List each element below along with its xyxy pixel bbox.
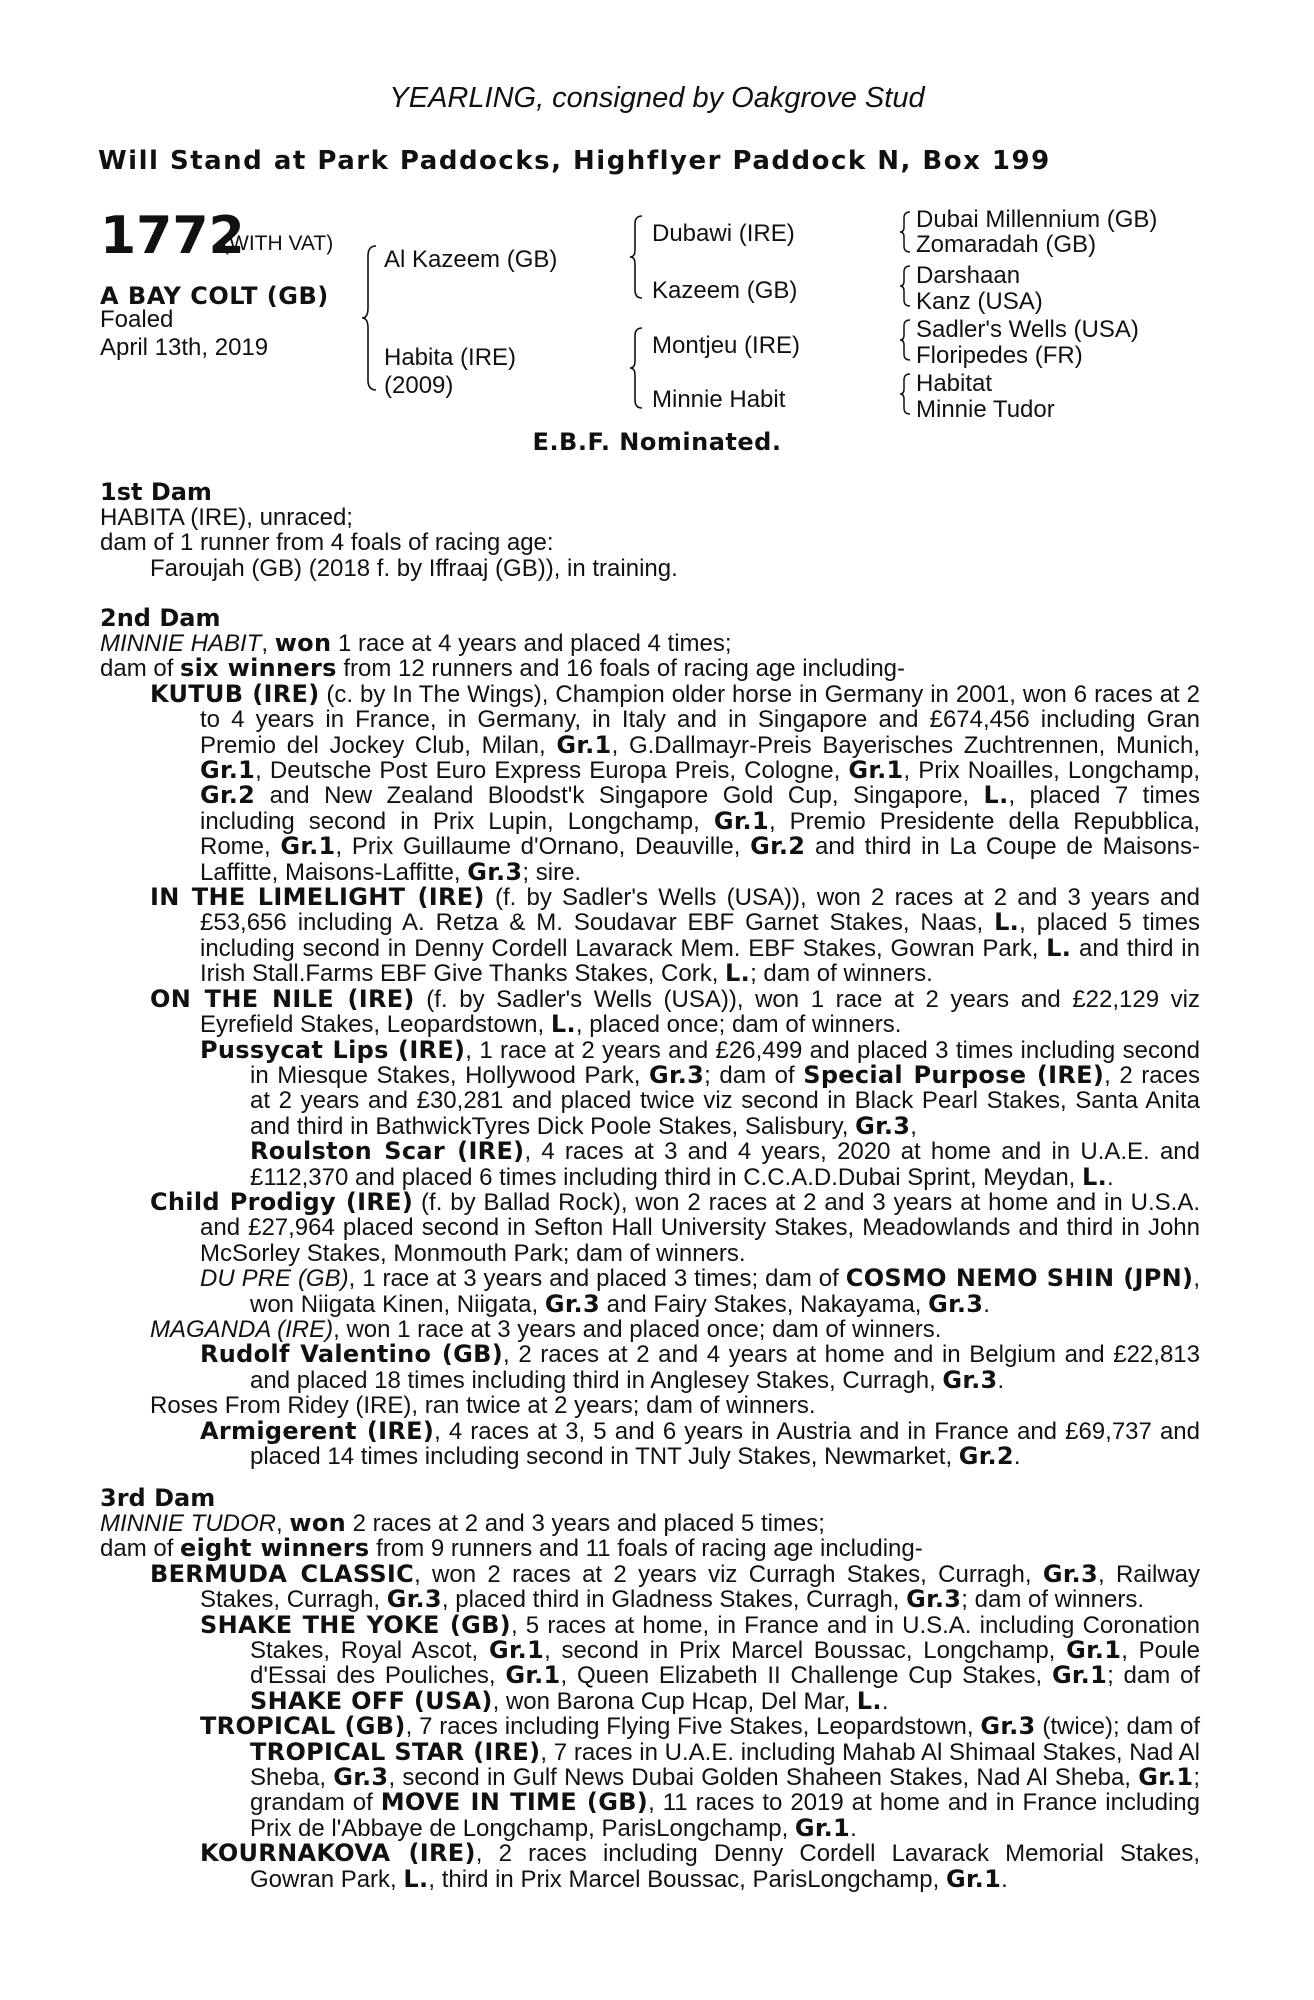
produce-child-prodigy: Child Prodigy (IRE) (f. by Ballad Rock), won 2 races at 2 and 3 years at home and in U.S.A. and £27,964 placed second in Sefton Hall University Stakes, Meadowlands and third in John McSorley Stakes, Monmouth Park; dam of winners.	[150, 1187, 1200, 1267]
second-dam-intro: MINNIE HABIT, won 1 race at 4 years and placed 4 times;	[100, 629, 732, 657]
produce-du-pre: DU PRE (GB), 1 race at 3 years and placed 3 times; dam of COSMO NEMO SHIN (JPN), won Niigata Kinen, Niigata, Gr.3 and Fairy Stakes, Nakayama, Gr.3.	[200, 1264, 1200, 1318]
third-dam-heading: 3rd Dam	[100, 1484, 216, 1512]
dam-name: Habita (IRE)	[384, 344, 517, 371]
third-dam-produce-summary: dam of eight winners from 9 runners and 11 foals of racing age including-	[100, 1534, 923, 1563]
consignment-title: YEARLING, consigned by Oakgrove Stud	[389, 82, 925, 114]
second-dam-section	[100, 631, 1200, 1469]
lot-number: 1772	[100, 206, 245, 266]
second-dam-minnie-habit: Minnie Habit	[652, 386, 786, 413]
first-dam-section	[100, 505, 1200, 581]
stand-location: Will Stand at Park Paddocks, Highflyer Paddock N, Box 199	[98, 146, 1051, 176]
gen3-floripedes: Floripedes (FR)	[916, 342, 1083, 369]
sire-dam-brace	[360, 244, 380, 392]
vat-note: (WITH VAT)	[222, 232, 334, 255]
dam-line-brace	[628, 326, 646, 410]
gen3-darshaan: Darshaan	[916, 262, 1021, 289]
gen3-minnie-tudor: Minnie Tudor	[916, 396, 1055, 423]
produce-on-the-nile: ON THE NILE (IRE) (f. by Sadler's Wells (USA)), won 1 race at 2 years and £22,129 viz Eyrefield Stakes, Leopardstown, L., placed once; dam of winners.	[150, 984, 1201, 1039]
produce-pussycat-lips: Pussycat Lips (IRE), 1 race at 2 years and £26,499 and placed 3 times including second in Miesque Stakes, Hollywood Park, Gr.3; dam of Special Purpose (IRE), 2 races at 2 years and £30,281 and placed twice viz second in Black Pearl Stakes, Santa Anita and third in BathwickTyres Dick Poole Stakes, Salisbury, Gr.3, Roulston Scar (IRE), 4 races at 3 and 4 years, 2020 at home and in U.A.E. and £112,370 and placed 6 times including third in C.C.A.D.Dubai Sprint, Meydan, L..	[200, 1035, 1200, 1191]
ebf-nominated: E.B.F. Nominated.	[532, 428, 782, 456]
gen3-kanz: Kanz (USA)	[916, 288, 1043, 315]
produce-kournakova: KOURNAKOVA (IRE), 2 races including Denny Cordell Lavarack Memorial Stakes, Gowran Park, L., third in Prix Marcel Boussac, ParisLongchamp, Gr.1.	[200, 1839, 1201, 1893]
produce-tropical: TROPICAL (GB), 7 races including Flying Five Stakes, Leopardstown, Gr.3 (twice); dam of TROPICAL STAR (IRE), 7 races in U.A.E. including Mahab Al Shimaal Stakes, Nad Al Sheba, Gr.3, second in Gulf News Dubai Golden Shaheen Stakes, Nad Al Sheba, Gr.1; grandam of MOVE IN TIME (GB), 11 races to 2019 at home and in France including Prix de l'Abbaye de Longchamp, ParisLongchamp, Gr.1.	[200, 1712, 1201, 1842]
sire-name: Al Kazeem (GB)	[384, 246, 558, 273]
gen3-habitat: Habitat	[916, 370, 993, 397]
gen3-dubai-millennium: Dubai Millennium (GB)	[916, 206, 1158, 233]
first-dam-line: dam of 1 runner from 4 foals of racing age:	[100, 529, 554, 557]
produce-armigerent: Armigerent (IRE), 4 races at 3, 5 and 6 years in Austria and in France and £69,737 and placed 14 times including second in TNT July Stakes, Newmarket, Gr.2.	[200, 1416, 1200, 1470]
first-dam-line: HABITA (IRE), unraced;	[100, 504, 353, 531]
first-dam-produce: Faroujah (GB) (2018 f. by Iffraaj (GB)), in training.	[150, 554, 678, 582]
produce-shake-the-yoke: SHAKE THE YOKE (GB), 5 races at home, in France and in U.S.A. including Coronation Stakes, Royal Ascot, Gr.1, second in Prix Marcel Boussac, Longchamp, Gr.1, Poule d'Essai des Pouliches, Gr.1, Queen Elizabeth II Challenge Cup Stakes, Gr.1; dam of SHAKE OFF (USA), won Barona Cup Hcap, Del Mar, L..	[200, 1610, 1201, 1715]
produce-kutub: KUTUB (IRE) (c. by In The Wings), Champion older horse in Germany in 2001, won 6 races at 2 to 4 years in France, in Germany, in Italy and in Singapore and £674,456 including Gran Premio del Jockey Club, Milan, Gr.1, G.Dallmayr-Preis Bayerisches Zuchtrennen, Munich, Gr.1, Deutsche Post Euro Express Europa Preis, Cologne, Gr.1, Prix Noailles, Longchamp, Gr.2 and New Zealand Bloodst'k Singapore Gold Cup, Singapore, L., placed 7 times including second in Prix Lupin, Longchamp, Gr.1, Premio Presidente della Repubblica, Rome, Gr.1, Prix Guillaume d'Ornano, Deauville, Gr.2 and third in La Coupe de Maisons-Laffitte, Maisons-Laffitte, Gr.3; sire.	[150, 679, 1201, 886]
second-dam-produce-summary: dam of six winners from 12 runners and 16 foals of racing age including-	[100, 654, 906, 683]
produce-rudolf-valentino: Rudolf Valentino (GB), 2 races at 2 and 4 years at home and in Belgium and £22,813 and placed 18 times including third in Anglesey Stakes, Curragh, Gr.3.	[200, 1340, 1200, 1394]
montjeu-brace	[898, 318, 914, 362]
produce-bermuda-classic: BERMUDA CLASSIC, won 2 races at 2 years viz Curragh Stakes, Curragh, Gr.3, Railway Stakes, Curragh, Gr.3, placed third in Gladness Stakes, Curragh, Gr.3; dam of winners.	[150, 1559, 1200, 1614]
minnie-habit-brace	[898, 372, 914, 416]
kazeem-brace	[898, 264, 914, 308]
produce-maganda: MAGANDA (IRE), won 1 race at 3 years and placed once; dam of winners.	[150, 1315, 942, 1343]
produce-in-the-limelight: IN THE LIMELIGHT (IRE) (f. by Sadler's Wells (USA)), won 2 races at 2 and 3 years and £53,656 including A. Retza & M. Soudavar EBF Garnet Stakes, Naas, L., placed 5 times including second in Denny Cordell Lavarack Mem. EBF Stakes, Gowran Park, L. and third in Irish Stall.Farms EBF Give Thanks Stakes, Cork, L.; dam of winners.	[150, 883, 1200, 988]
dam-foaled-year: (2009)	[384, 372, 454, 399]
dubawi-brace	[898, 210, 914, 254]
second-dam-heading: 2nd Dam	[100, 604, 221, 632]
third-dam-intro: MINNIE TUDOR, won 2 races at 2 and 3 years and placed 5 times;	[100, 1509, 825, 1537]
sire-line-brace	[628, 214, 646, 300]
foaled-label: Foaled	[100, 306, 174, 333]
gen3-sadlers-wells: Sadler's Wells (USA)	[916, 316, 1139, 343]
foaled-date: April 13th, 2019	[100, 334, 269, 361]
third-dam-section	[100, 1511, 1200, 1892]
grandsire-dubawi: Dubawi (IRE)	[652, 220, 795, 247]
first-dam-heading: 1st Dam	[100, 478, 212, 506]
horse-name: A BAY COLT (GB)	[100, 282, 329, 310]
produce-roses-from-ridey: Roses From Ridey (IRE), ran twice at 2 years; dam of winners.	[150, 1392, 816, 1420]
damsire-montjeu: Montjeu (IRE)	[652, 332, 801, 359]
gen3-zomaradah: Zomaradah (GB)	[916, 231, 1097, 258]
grandam-kazeem: Kazeem (GB)	[652, 277, 798, 304]
